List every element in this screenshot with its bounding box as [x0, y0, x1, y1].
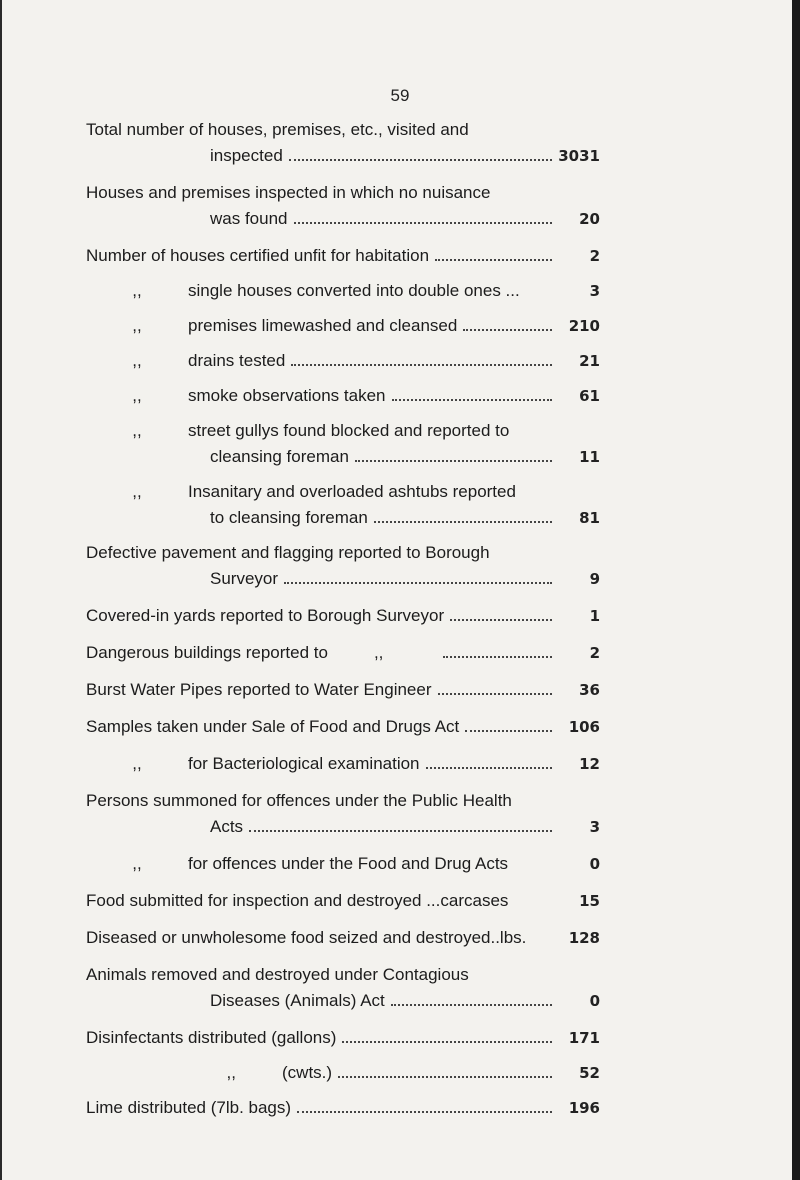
dot-leader — [249, 830, 552, 832]
ditto-mark: ,, — [132, 854, 142, 873]
entry-bacteriological — [86, 751, 600, 777]
entry-label-continued: Surveyor — [210, 569, 279, 588]
entry-value: 20 — [579, 210, 600, 228]
entry-defective-pavement — [86, 540, 600, 592]
entry-persons-summoned — [86, 788, 600, 840]
entry-label: Animals removed and destroyed under Contagious — [86, 965, 469, 984]
entry-label-continued: was found — [210, 209, 288, 228]
dot-leader — [391, 1004, 552, 1006]
entry-value: 1 — [589, 607, 600, 625]
entry-label: street gullys found blocked and reported to — [188, 421, 510, 440]
entry-label-continued: Diseases (Animals) Act — [210, 991, 385, 1010]
entry-covered-in-yards — [86, 603, 600, 629]
entry-value: 52 — [579, 1064, 600, 1082]
entry-label: Food submitted for inspection and destroyed ...carcases — [86, 891, 509, 910]
dot-leader — [338, 1076, 552, 1078]
dot-leader — [438, 693, 552, 695]
entry-value: 12 — [579, 755, 600, 773]
ditto-mark: ,, — [132, 281, 142, 300]
dot-leader — [443, 656, 552, 658]
entry-value: 0 — [589, 992, 600, 1010]
entry-single-houses-converted — [86, 278, 600, 304]
entry-label-continued: Acts — [210, 817, 244, 836]
ditto-mark: ,, — [132, 482, 142, 501]
entry-label: Lime distributed (7lb. bags) — [86, 1098, 292, 1117]
entry-label: Covered-in yards reported to Borough Surveyor — [86, 606, 445, 625]
entry-label: premises limewashed and cleansed — [188, 316, 458, 335]
dot-leader — [435, 259, 552, 261]
entry-value: 9 — [589, 570, 600, 588]
entry-food-drug-offences — [86, 851, 600, 877]
entry-label-continued: to cleansing foreman — [210, 508, 368, 527]
ditto-mark: ,, — [373, 643, 384, 662]
entry-value: 171 — [568, 1029, 600, 1047]
ditto-mark: ,, — [132, 421, 142, 440]
dot-leader — [374, 521, 552, 523]
entry-label: Disinfectants distributed (gallons) — [86, 1028, 337, 1047]
dot-leader — [426, 767, 552, 769]
entry-label-continued: cleansing foreman — [210, 447, 349, 466]
entry-value: 2 — [589, 247, 600, 265]
entry-food-seized — [86, 925, 600, 951]
entry-value: 61 — [579, 387, 600, 405]
entry-value: 11 — [579, 448, 600, 466]
entry-samples-taken — [86, 714, 600, 740]
entry-value: 210 — [568, 317, 600, 335]
entry-label: Total number of houses, premises, etc., visited and — [86, 120, 469, 139]
entry-label: (cwts.) — [282, 1063, 333, 1082]
entry-value: 128 — [568, 929, 600, 947]
entry-animals-removed — [86, 962, 600, 1014]
dot-leader — [297, 1111, 552, 1113]
entry-label: Defective pavement and flagging reported to Borough — [86, 543, 490, 562]
entry-label: Samples taken under Sale of Food and Drugs Act — [86, 717, 460, 736]
entry-disinfectants-gallons — [86, 1025, 600, 1051]
dot-leader — [463, 329, 552, 331]
entry-label: for Bacteriological examination — [188, 754, 420, 773]
dot-leader — [342, 1041, 552, 1043]
ditto-mark: ,, — [132, 351, 142, 370]
dot-leader — [465, 730, 552, 732]
entry-value: 3 — [589, 818, 600, 836]
entry-value: 21 — [579, 352, 600, 370]
entry-burst-water-pipes — [86, 677, 600, 703]
entry-label: drains tested — [188, 351, 286, 370]
entry-label: for offences under the Food and Drug Acts — [188, 854, 509, 873]
entry-label: Persons summoned for offences under the Public Health — [86, 791, 512, 810]
entry-value: 196 — [568, 1099, 600, 1117]
entry-value: 15 — [579, 892, 600, 910]
dot-leader — [392, 399, 553, 401]
entry-value: 0 — [589, 855, 600, 873]
entry-premises-limewashed — [86, 313, 600, 339]
entry-disinfectants-cwts — [86, 1060, 600, 1086]
entry-street-gullys — [86, 418, 600, 470]
entry-no-nuisance — [86, 180, 600, 232]
dot-leader — [284, 582, 552, 584]
entry-label: Houses and premises inspected in which no nuisance — [86, 183, 491, 202]
entry-label: Insanitary and overloaded ashtubs reported — [188, 482, 516, 501]
page-edge-left — [0, 0, 2, 1180]
entry-value: 81 — [579, 509, 600, 527]
ditto-mark: ,, — [132, 316, 142, 335]
entry-value: 3031 — [558, 147, 600, 165]
entry-value: 106 — [568, 718, 600, 736]
ditto-mark: ,, — [226, 1063, 236, 1082]
entry-label: single houses converted into double ones ... — [188, 281, 520, 300]
entry-ashtubs — [86, 479, 600, 531]
dot-leader — [294, 222, 553, 224]
entry-certified-unfit — [86, 243, 600, 269]
entry-smoke-observations — [86, 383, 600, 409]
dot-leader — [291, 364, 552, 366]
entry-label: Burst Water Pipes reported to Water Engineer — [86, 680, 432, 699]
entry-lime-distributed — [86, 1095, 600, 1121]
entry-food-destroyed — [86, 888, 600, 914]
entry-drains-tested — [86, 348, 600, 374]
ditto-mark: ,, — [132, 386, 142, 405]
page-number: 59 — [390, 86, 410, 105]
entry-label: smoke observations taken — [188, 386, 386, 405]
dot-leader — [450, 619, 552, 621]
dot-leader — [289, 159, 552, 161]
page-edge-right — [792, 0, 800, 1180]
entry-houses-visited — [86, 117, 600, 169]
entry-value: 2 — [589, 644, 600, 662]
statistics-list — [86, 117, 600, 1130]
dot-leader — [355, 460, 552, 462]
ditto-mark: ,, — [132, 754, 142, 773]
entry-value: 3 — [589, 282, 600, 300]
entry-label: Dangerous buildings reported to — [86, 643, 328, 662]
entry-label-continued: inspected — [210, 146, 283, 165]
entry-value: 36 — [579, 681, 600, 699]
entry-label: Diseased or unwholesome food seized and destroyed..lbs. — [86, 928, 527, 947]
entry-dangerous-buildings — [86, 640, 600, 666]
entry-label: Number of houses certified unfit for habitation — [86, 246, 430, 265]
